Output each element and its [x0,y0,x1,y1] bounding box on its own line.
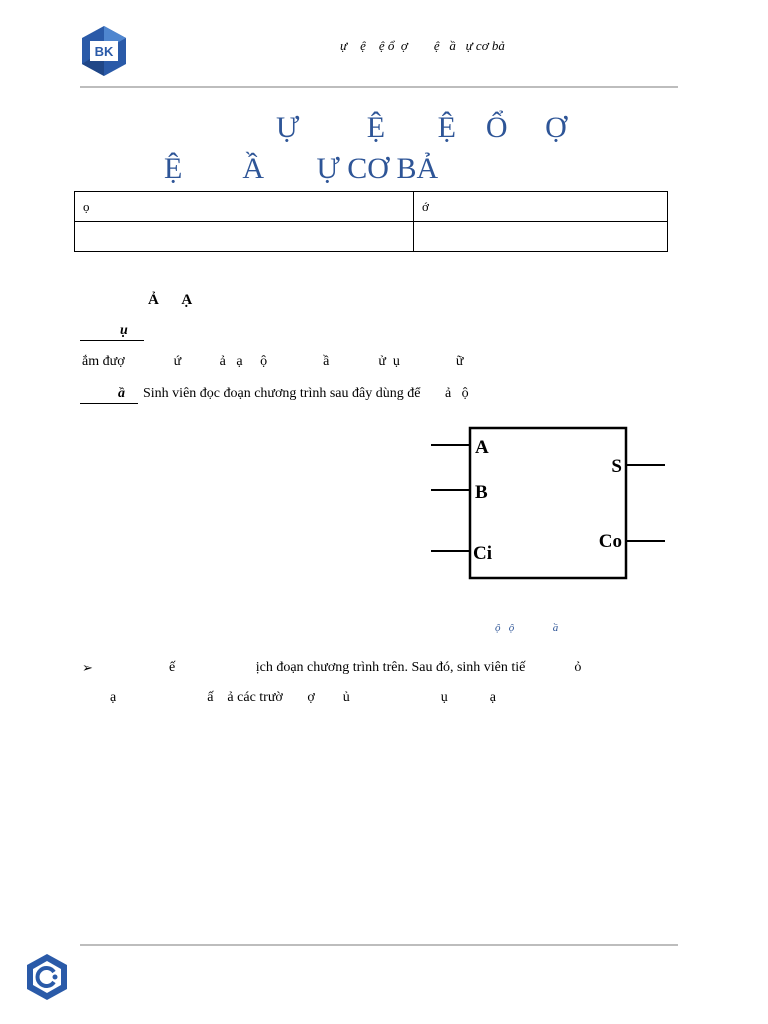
section-heading: Ả Ạ [148,292,193,308]
table-cell [75,222,414,252]
bk-logo [78,24,130,78]
output-label-co: Co [598,531,622,552]
running-header: ự ệ ệ ổ ợ ệ ầ ự cơ bả [340,38,505,53]
bullet-text-line-1: ế ịch đoạn chương trình trên. Sau đó, sinh viên tiế ỏ [106,660,582,675]
input-label-b: B [475,482,488,503]
bullet-text-line-2: ạ ấ ả các trườ ợ ủ ụ ạ [110,690,496,705]
objective-text: ắm đượ ứ ả ạ ộ ầ ử ụ ữ [82,354,464,369]
output-label-s: S [611,456,622,477]
bullet-marker: ➢ [82,660,93,675]
c-logo-icon [24,952,70,1002]
input-label-ci: Ci [473,543,492,564]
figure-caption: ộ ộ ầ [495,622,559,634]
requirement-text: Sinh viên đọc đoạn chương trình sau đây dùng để ả ộ [143,386,469,401]
objective-label-underline [80,340,144,341]
input-label-a: A [475,437,489,458]
table-row [75,192,668,222]
table-row [75,222,668,252]
block-box [470,428,626,578]
footer-rule [80,944,678,946]
table-cell [414,222,668,252]
requirement-label: ầ [118,386,125,401]
bk-logo-text: BK [94,44,114,59]
document-title-line-1: Ự Ệ Ệ Ổ Ợ [276,111,567,144]
document-title-line-2: Ệ Ầ Ự CƠ BẢ [164,152,439,185]
requirement-label-underline [80,403,138,404]
header-rule [80,86,678,88]
info-table [74,191,668,252]
objective-label: ụ [120,323,128,338]
table-cell: ớ [414,192,668,222]
adder-block-diagram [428,423,668,588]
table-cell: ọ [75,192,414,222]
